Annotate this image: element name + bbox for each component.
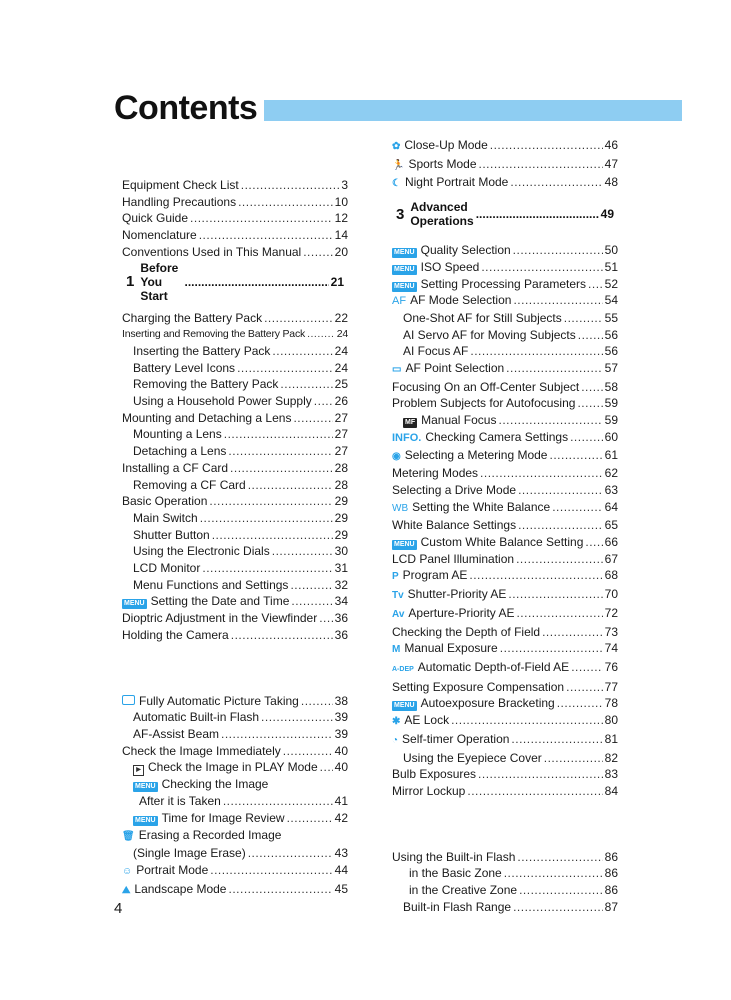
toc-entry[interactable]: Installing a CF Card ..... 28	[122, 460, 348, 477]
toc-entry[interactable]: Handling Precautions ..... 10	[122, 194, 348, 211]
landscape-icon: ⛰	[122, 884, 131, 896]
aperture-priority-icon: Av	[392, 608, 405, 620]
toc-entry[interactable]: Conventions Used in This Manual ..... 20	[122, 244, 348, 261]
white-balance-icon: WB	[392, 502, 409, 514]
toc-entry[interactable]: INFO. Checking Camera Settings ..... 60	[392, 429, 618, 447]
toc-right-column	[392, 137, 618, 915]
toc-entry[interactable]: Inserting and Removing the Battery Pack ..... 24	[122, 326, 348, 343]
toc-entry[interactable]: MENU Quality Selection ..... 50	[392, 242, 618, 259]
toc-entry[interactable]: AI Focus AF ..... 56	[392, 343, 618, 360]
toc-entry[interactable]: Main Switch ..... 29	[122, 510, 348, 527]
close-up-icon: ✿	[392, 141, 401, 152]
toc-entry[interactable]: Basic Operation ..... 29	[122, 493, 348, 510]
toc-entry[interactable]: After it is Taken ..... 41	[122, 793, 348, 810]
toc-entry[interactable]: ✿ Close-Up Mode ..... 46	[392, 137, 618, 156]
menu-icon: MENU	[394, 282, 415, 290]
toc-entry[interactable]: Check the Image Immediately ..... 40	[122, 743, 348, 760]
toc-entry[interactable]: Metering Modes ..... 62	[392, 465, 618, 482]
toc-entry[interactable]: Battery Level Icons ..... 24	[122, 360, 348, 377]
self-timer-icon: ◔	[392, 734, 399, 746]
sports-icon: 🏃	[392, 159, 405, 171]
trash-icon: 🗑	[122, 830, 135, 842]
menu-icon: MENU	[394, 541, 415, 549]
portrait-icon: ☺	[122, 865, 133, 877]
toc-entry[interactable]: AF-Assist Beam ..... 39	[122, 726, 348, 743]
toc-entry[interactable]: Checking the Depth of Field ..... 73	[392, 624, 618, 641]
toc-entry[interactable]: AF AF Mode Selection ..... 54	[392, 292, 618, 310]
toc-entry[interactable]: ◉ Selecting a Metering Mode ..... 61	[392, 447, 618, 466]
ae-lock-icon: ✱	[392, 716, 401, 728]
toc-entry[interactable]: P Program AE ..... 68	[392, 567, 618, 586]
toc-entry[interactable]: One-Shot AF for Still Subjects ..... 55	[392, 310, 618, 327]
toc-entry[interactable]: Tv Shutter-Priority AE ..... 70	[392, 586, 618, 605]
menu-icon: MENU	[124, 600, 145, 608]
toc-entry[interactable]: MF Manual Focus ..... 59	[392, 412, 618, 429]
toc-entry[interactable]: Removing a CF Card ..... 28	[122, 477, 348, 494]
toc-entry[interactable]: Menu Functions and Settings ..... 32	[122, 577, 348, 594]
toc-entry[interactable]: ▶ Check the Image in PLAY Mode ..... 40	[122, 759, 348, 776]
toc-entry[interactable]: in the Creative Zone ..... 86	[392, 882, 618, 899]
toc-entry[interactable]: Using the Built-in Flash ..... 86	[392, 849, 618, 866]
toc-entry[interactable]: A-DEP Automatic Depth-of-Field AE ..... 76	[392, 659, 618, 679]
toc-entry[interactable]: MENU Autoexposure Bracketing ..... 78	[392, 695, 618, 712]
toc-entry[interactable]: ◔ Self-timer Operation ..... 81	[392, 731, 618, 750]
toc-entry[interactable]: MENU Setting the Date and Time ..... 34	[122, 593, 348, 610]
a-dep-icon: A-DEP	[392, 665, 414, 673]
toc-entry[interactable]: M Manual Exposure ..... 74	[392, 640, 618, 659]
menu-icon: MENU	[394, 249, 415, 257]
toc-entry[interactable]: Inserting the Battery Pack ..... 24	[122, 343, 348, 360]
toc-entry[interactable]: Setting Exposure Compensation ..... 77	[392, 679, 618, 696]
toc-entry[interactable]: LCD Monitor ..... 31	[122, 560, 348, 577]
section-header-advanced-operations[interactable]: 3 Advanced Operations ..... 49	[392, 203, 618, 225]
menu-icon: MENU	[135, 816, 156, 824]
toc-entry[interactable]: WB Setting the White Balance ..... 64	[392, 499, 618, 518]
af-point-icon: ▭	[392, 364, 402, 376]
toc-entry[interactable]: MENU Custom White Balance Setting ..... 66	[392, 534, 618, 551]
toc-left-column	[122, 138, 348, 899]
toc-entry[interactable]: Selecting a Drive Mode ..... 63	[392, 482, 618, 499]
toc-entry[interactable]: ▭ AF Point Selection ..... 57	[392, 360, 618, 379]
toc-entry[interactable]: Detaching a Lens ..... 27	[122, 443, 348, 460]
manual-focus-icon: MF	[405, 419, 416, 427]
toc-entry[interactable]: ⛰ Landscape Mode ..... 45	[122, 881, 348, 900]
menu-icon: MENU	[135, 783, 156, 791]
toc-entry[interactable]: Dioptric Adjustment in the Viewfinder ..... 36	[122, 610, 348, 627]
toc-entry[interactable]: Mirror Lockup ..... 84	[392, 783, 618, 800]
toc-entry[interactable]: Automatic Built-in Flash ..... 39	[122, 709, 348, 726]
toc-entry[interactable]: Using a Household Power Supply ..... 26	[122, 393, 348, 410]
toc-entry[interactable]: MENU ISO Speed ..... 51	[392, 259, 618, 276]
manual-exposure-icon: M	[392, 644, 401, 656]
toc-entry[interactable]: Shutter Button ..... 29	[122, 527, 348, 544]
af-icon: AF	[392, 295, 407, 308]
info-icon: INFO.	[392, 431, 422, 444]
toc-entry[interactable]: White Balance Settings ..... 65	[392, 517, 618, 534]
toc-entry[interactable]: AI Servo AF for Moving Subjects ..... 56	[392, 327, 618, 344]
toc-entry[interactable]: Av Aperture-Priority AE ..... 72	[392, 605, 618, 624]
toc-entry[interactable]: LCD Panel Illumination ..... 67	[392, 551, 618, 568]
toc-entry[interactable]: Nomenclature ..... 14	[122, 227, 348, 244]
metering-icon: ◉	[392, 450, 401, 462]
toc-entry[interactable]: Using the Eyepiece Cover ..... 82	[392, 750, 618, 767]
toc-entry[interactable]: MENU Setting Processing Parameters ..... 52	[392, 276, 618, 293]
night-portrait-icon: ☾	[392, 178, 401, 190]
shutter-priority-icon: Tv	[392, 590, 404, 602]
section-header-before-you-start[interactable]: 1 Before You Start ..... 21	[122, 271, 348, 293]
toc-entry[interactable]: Quick Guide ..... 12	[122, 210, 348, 227]
toc-entry[interactable]: Built-in Flash Range ..... 87	[392, 899, 618, 916]
toc-entry[interactable]: Mounting a Lens ..... 27	[122, 426, 348, 443]
section-header-flash-photography[interactable]: 4 Flash Photography ..... 85	[392, 810, 618, 832]
section-header-introduction[interactable]: Introduction	[122, 138, 348, 160]
toc-entry[interactable]: Equipment Check List ..... 3	[122, 177, 348, 194]
page-number: 4	[114, 900, 123, 917]
toc-entry[interactable]: (Single Image Erase) ..... 43	[122, 845, 348, 862]
menu-icon: MENU	[394, 265, 415, 273]
full-auto-icon	[122, 695, 135, 705]
toc-entry[interactable]: ☾ Night Portrait Mode ..... 48	[392, 174, 618, 193]
toc-entry[interactable]: Fully Automatic Picture Taking ..... 38	[122, 693, 348, 710]
play-icon: ▶	[133, 765, 144, 776]
title-bar-decoration	[264, 100, 682, 121]
toc-entry[interactable]: MENU Checking the Image	[135, 777, 269, 792]
toc-entry[interactable]: ✱ AE Lock ..... 80	[392, 712, 618, 731]
toc-entry[interactable]: Charging the Battery Pack ..... 22	[122, 310, 348, 327]
toc-entry[interactable]: Using the Electronic Dials ..... 30	[122, 543, 348, 560]
toc-entry[interactable]: 🗑 Erasing a Recorded Image	[122, 827, 348, 846]
toc-entry[interactable]: Problem Subjects for Autofocusing ..... 59	[392, 395, 618, 412]
program-ae-icon: P	[392, 571, 399, 583]
toc-entry[interactable]: 🏃 Sports Mode ..... 47	[392, 156, 618, 175]
toc-entry[interactable]: Focusing On an Off-Center Subject ..... 58	[392, 379, 618, 396]
toc-entry[interactable]: Removing the Battery Pack ..... 25	[122, 376, 348, 393]
section-header-simple-picture-taking[interactable]: 2 Simple Picture Taking ..... 37	[122, 654, 348, 676]
menu-icon: MENU	[394, 702, 415, 710]
toc-entry[interactable]: ☺ Portrait Mode ..... 44	[122, 862, 348, 881]
toc-entry[interactable]: MENU Time for Image Review ..... 42	[122, 810, 348, 827]
toc-entry[interactable]: in the Basic Zone ..... 86	[392, 865, 618, 882]
toc-entry[interactable]: Bulb Exposures ..... 83	[392, 766, 618, 783]
page-title: Contents	[114, 89, 258, 127]
toc-entry[interactable]: Holding the Camera ..... 36	[122, 627, 348, 644]
toc-entry[interactable]: Mounting and Detaching a Lens ..... 27	[122, 410, 348, 427]
